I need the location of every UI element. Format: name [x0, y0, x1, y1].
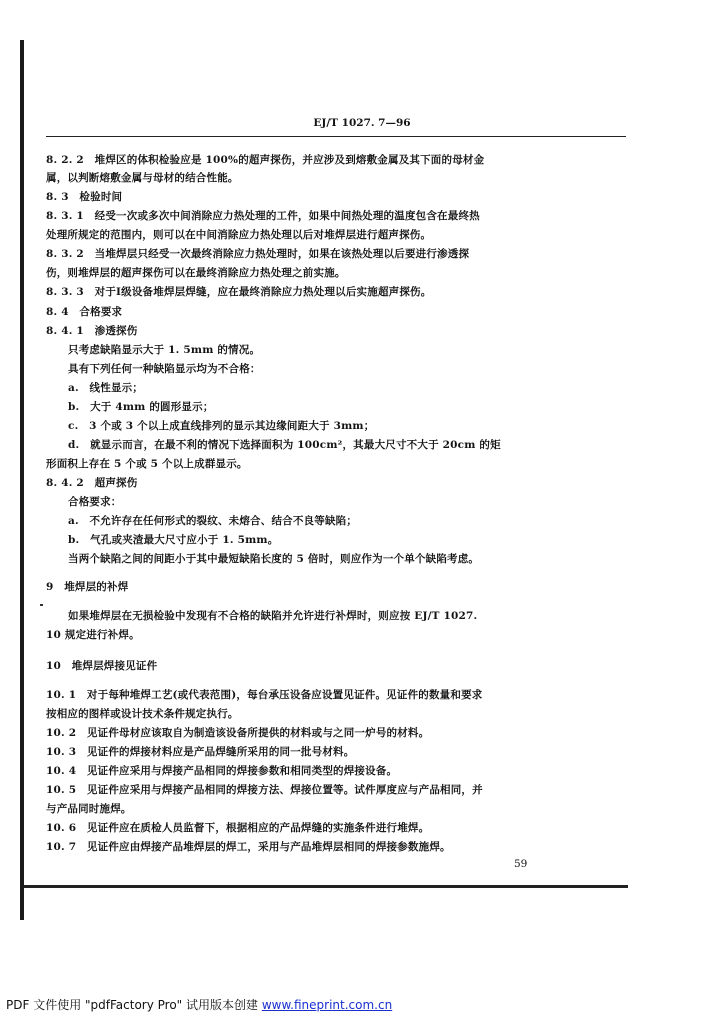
list-item: a. 不允许存在任何形式的裂纹、未熔合、结合不良等缺陷；	[68, 515, 358, 527]
list-item: b. 气孔或夹渣最大尺寸应小于 1. 5mm。	[68, 534, 279, 546]
text-line: 与产品同时施焊。	[46, 803, 132, 815]
text-line: 10. 1 对于每种堆焊工艺(或代表范围)，每台承压设备应设置见证件。见证件的数量和要求	[46, 689, 483, 701]
section-heading: 8. 3 检验时间	[46, 191, 123, 203]
pdf-creator-footer	[6, 996, 392, 1013]
text-line: 只考虑缺陷显示大于 1. 5mm 的情况。	[68, 344, 261, 356]
section-heading: 8. 4 合格要求	[46, 306, 123, 318]
text-line: 10. 7 见证件应由焊接产品堆焊层的焊工，采用与产品堆焊层相同的焊接参数施焊。	[46, 841, 451, 853]
text-line: 合格要求：	[68, 496, 122, 508]
list-item: b. 大于 4mm 的圆形显示；	[68, 401, 214, 413]
footer-link[interactable]: www.fineprint.com.cn	[261, 998, 393, 1012]
text-line: 10 规定进行补焊。	[46, 629, 140, 641]
text-line: 属，以判断熔敷金属与母材的结合性能。	[46, 172, 239, 184]
bottom-rule	[24, 885, 628, 888]
text-line: 10. 5 见证件应采用与焊接产品相同的焊接方法、焊接位置等。试件厚度应与产品相同，并	[46, 784, 483, 796]
text-line: 8. 2. 2 堆焊区的体积检验应是 100%的超声探伤，并应涉及到熔敷金属及其下面的母材金	[46, 154, 485, 166]
scan-edge-line	[20, 40, 24, 920]
text-line: 伤，则堆焊层的超声探伤可以在最终消除应力热处理之前实施。	[46, 267, 346, 279]
page-number: 59	[514, 858, 528, 870]
text-line: 8. 3. 2 当堆焊层只经受一次最终消除应力热处理时，如果在该热处理以后要进行渗透探	[46, 248, 470, 260]
text-line: 按相应的图样或设计技术条件规定执行。	[46, 708, 239, 720]
text-line: 10. 3 见证件的焊接材料应是产品焊缝所采用的同一批号材料。	[46, 746, 355, 758]
header-rule	[46, 136, 626, 137]
text-line: 10. 4 见证件应采用与焊接产品相同的焊接参数和相同类型的焊接设备。	[46, 765, 398, 777]
section-heading: 9 堆焊层的补焊	[46, 581, 129, 593]
footer-text: PDF 文件使用 "pdfFactory Pro" 试用版本创建	[6, 998, 262, 1012]
text-line: 具有下列任何一种缺陷显示均为不合格：	[68, 363, 261, 375]
text-line: 8. 3. 1 经受一次或多次中间消除应力热处理的工件，如果中间热处理的温度包含在最终热	[46, 210, 480, 222]
list-item: d. 就显示而言，在最不利的情况下选择面积为 100cm²，其最大尺寸不大于 20cm 的矩	[68, 439, 501, 451]
text-line: 10. 6 见证件应在质检人员监督下，根据相应的产品焊缝的实施条件进行堆焊。	[46, 822, 430, 834]
text-line: 8. 3. 3 对于Ⅰ级设备堆焊层焊缝，应在最终消除应力热处理以后实施超声探伤。	[46, 286, 432, 298]
text-line: 当两个缺陷之间的间距小于其中最短缺陷长度的 5 倍时，则应作为一个单个缺陷考虑。	[68, 553, 480, 565]
text-line: 如果堆焊层在无损检验中发现有不合格的缺陷并允许进行补焊时，则应按 EJ/T 1027.	[68, 610, 478, 622]
section-heading: 8. 4. 2 超声探伤	[46, 477, 138, 489]
section-heading: 10 堆焊层焊接见证件	[46, 660, 158, 672]
text-line: 处理所规定的范围内，则可以在中间消除应力热处理以后对堆焊层进行超声探伤。	[46, 229, 432, 241]
running-header: EJ/T 1027. 7—96	[313, 117, 411, 129]
section-heading: 8. 4. 1 渗透探伤	[46, 325, 138, 337]
text-line: 形面积上存在 5 个或 5 个以上成群显示。	[46, 458, 248, 470]
text-line: 10. 2 见证件母材应该取自为制造该设备所提供的材料或与之同一炉号的材料。	[46, 727, 430, 739]
list-item: c. 3 个或 3 个以上成直线排列的显示其边缘间距大于 3mm；	[68, 420, 375, 432]
scan-speck	[40, 604, 43, 606]
list-item: a. 线性显示；	[68, 382, 144, 394]
